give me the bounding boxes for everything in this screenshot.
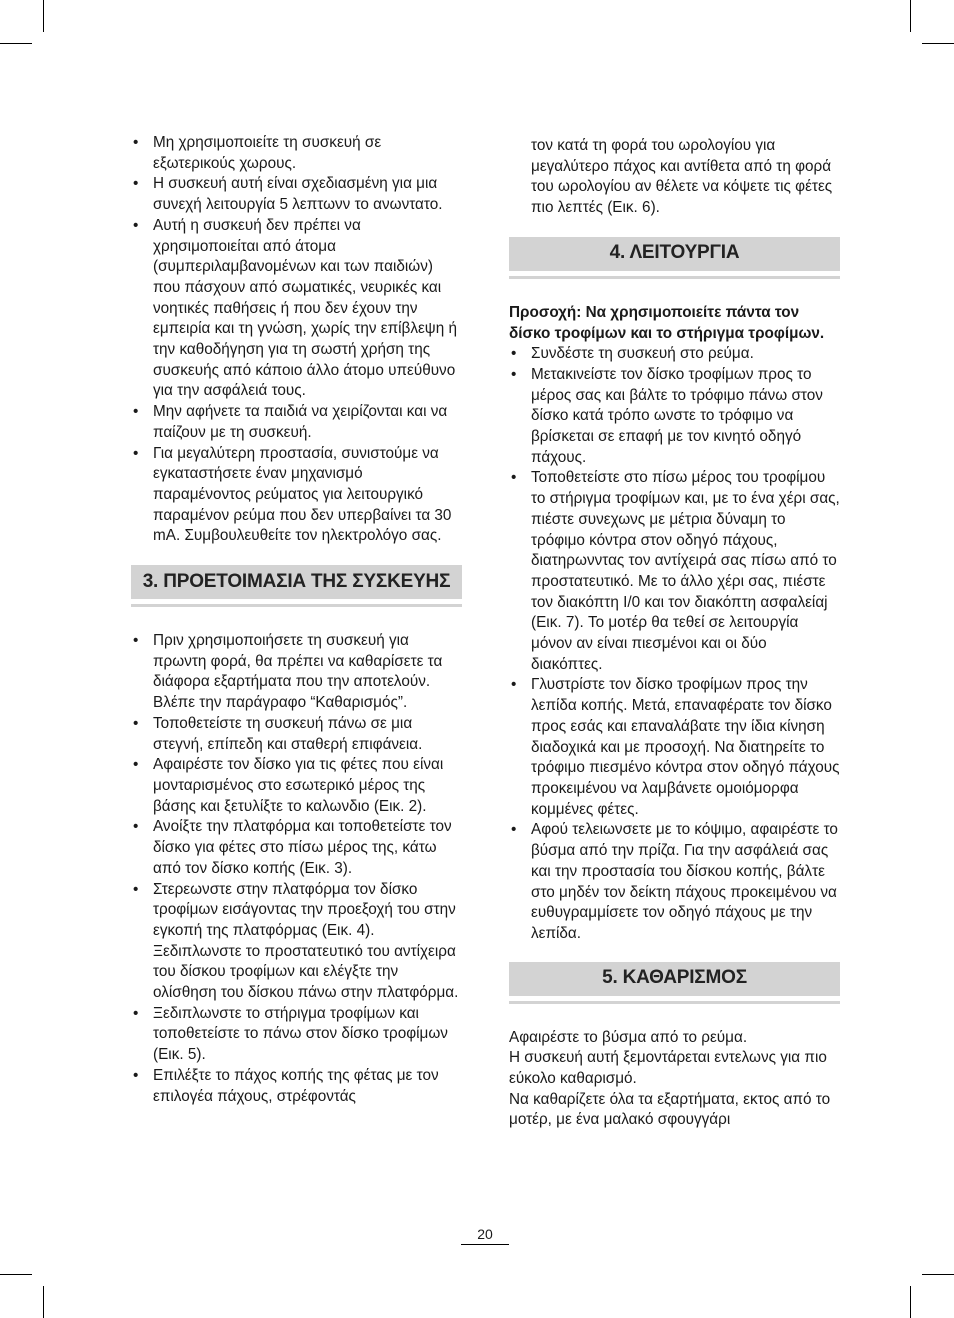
crop-mark <box>0 1274 32 1275</box>
section-5-text <box>509 1028 842 1132</box>
list-item: • Τοποθετείστε τη συσκευή πάνω σε μια στεγνή, επίπεδη και σταθερή επιφάνεια. <box>131 714 464 755</box>
crop-mark <box>43 1286 44 1318</box>
page-number: 20 <box>477 1226 493 1242</box>
paragraph-line: Να καθαρίζετε όλα τα εξαρτήματα, εκτος από το μοτέρ, με ένα μαλακό σφουγγάρι <box>509 1090 831 1129</box>
section-3-heading: 3. ΠΡΟΕΤΟΙΜΑΣΙΑ ΤΗΣ ΣΥΣΚΕΥΗΣ <box>131 565 462 599</box>
paragraph-line: Αφαιρέστε το βύσμα από το ρεύμα. <box>509 1028 748 1046</box>
right-column <box>509 136 842 1131</box>
list-item: • Ξεδιπλωνστε το στήριγμα τροφίμων και τοποθετείστε το πάνω στον δίσκο τροφίμων (Εικ. 5). <box>131 1004 464 1066</box>
list-item: • Μην αφήνετε τα παιδιά να χειρίζονται και να παίζουν με τη συσκευή. <box>131 402 464 443</box>
continued-paragraph: τον κατά τη φορά του ωρολογίου για μεγαλύτερο πάχος και αντίθετα από τη φορά του ωρολογίου αν θέλετε να κόψετε τις φέτες πιο λεπτές (Εικ. 6). <box>531 137 833 217</box>
crop-mark <box>910 1286 911 1318</box>
crop-mark <box>922 43 954 44</box>
list-item: • Η συσκευή αυτή είναι σχεδιασμένη για μια συνεχή λειτουργία 5 λεπτωνν το ανωντατο. <box>131 174 464 215</box>
safety-bullet-list <box>131 133 464 547</box>
crop-mark <box>0 43 32 44</box>
crop-mark <box>922 1274 954 1275</box>
list-item: • Στερεωνστε στην πλατφόρμα τον δίσκο τροφίμων εισάγοντας την προεξοχή του στην εγκοπή της πλατφόρμας (Εικ. 4). Ξεδιπλωνστε το προστατευτικό του αντίχειρα του δίσκου τροφίμων και ελέγξτε την ολίσθηση του δίσκου πάνω στην πλατφόρμα. <box>131 880 464 1004</box>
list-item: • Αυτή η συσκευή δεν πρέπει να χρησιμοποιείται από άτομα (συμπεριλαμβανoμένων και των παιδιών) που πάσχουν από σωματικές, νευρικές και νοητικές παθήσεις ή που δεν έχουν την εμπειρία και τη γνώση, χωρίς την επίβλεψη ή την καθοδήγηση για τη σωστή χρήση της συσκευής από κάποιο άλλο άτομο υπεύθυνο για την ασφάλειά τους. <box>131 216 464 402</box>
warning-note: Προσοχή: Να χρησιμοποιείτε πάντα τον δίσκο τροφίμων και το στήριγμα τροφίμων. <box>509 303 825 342</box>
list-item: • Ανοίξτε την πλατφόρμα και τοποθετείστε τον δίσκο για φέτες στο πίσω μέρος της, κάτω από τον δίσκο κοπής (Εικ. 3). <box>131 817 464 879</box>
paragraph-line: Η συσκευή αυτή ξεμοντάρεται εντελωνς για πιο εύκολο καθαρισμό. <box>509 1049 827 1088</box>
list-item: • Μετακινείστε τον δίσκο τροφίμων προς το μέρος σας και βάλτε το τρόφιμο πάνω στον δίσκο κατά τρόπο ωνστε το τρόφιμο να βρίσκεται σε επαφή με τον κινητό οδηγό πάχους. <box>509 365 842 469</box>
crop-mark <box>910 0 911 32</box>
left-column <box>131 133 464 1107</box>
crop-mark <box>43 0 44 32</box>
section-4-bullet-list <box>509 344 842 944</box>
section-5-heading: 5. ΚΑΘΑΡΙΣΜΟΣ <box>509 962 840 996</box>
section-4-heading: 4. ΛΕΙΤΟΥΡΓΙΑ <box>509 237 840 271</box>
list-item: • Αφού τελειωνσετε με το κόψιμο, αφαιρέστε το βύσμα από την πρίζα. Για την ασφάλειά σας και την προστασία του δίσκου κοπής, βάλτε στο μηδέν τον δείκτη πάχους προκειμένου να ευθυγραμμίσετε τον οδηγό πάχους με την λεπίδα. <box>509 820 842 944</box>
page-number-underline <box>461 1244 509 1245</box>
list-item: • Πριν χρησιμοποιήσετε τη συσκευή για πρωντη φορά, θα πρέπει να καθαρίσετε τα διάφορα εξαρτήματα που την αποτελούν. Βλέπε την παράγραφο “Καθαρισμός”. <box>131 631 464 714</box>
list-item: • Επιλέξτε το πάχος κοπής της φέτας με τον επιλογέα πάχους, στρέφοντάς <box>131 1066 464 1107</box>
list-item: • Μη χρησιμοποιείτε τη συσκευή σε εξωτερικούς χωρους. <box>131 133 464 174</box>
list-item: • Συνδέστε τη συσκευή στο ρεύμα. <box>509 344 842 365</box>
list-item: • Γλυστρίστε τον δίσκο τροφίμων προς την λεπίδα κοπής. Μετά, επαναφέρατε τον δίσκο προς εσάς και επαναλάβατε την ίδια κίνηση διαδοχικά και με προσοχή. Να διατηρείτε το τρόφιμο πιεσμένο κόντρα στον οδηγό πάχους προκειμένου να λαμβάνετε ομοιόμορφα κομμένες φέτες. <box>509 675 842 820</box>
list-item: • Τοποθετείστε στο πίσω μέρος του τροφίμου το στήριγμα τροφίμων και, με το ένα χέρι σας, πιέστε συνεχωνς με μέτρια δύναμη το τρόφιμο κόντρα στον οδηγό πάχους, διατηρωνντας τον αντίχειρά σας πίσω από το προστατευτικό. Με το άλλο χέρι σας, πιέστε τον διακόπτη I/0 και τον διακόπτη ασφαλείαj (Εικ. 7). Το μοτέρ θα τεθεί σε λειτουργία μόνον αν είναι πιεσμένοι και οι δύο διακόπτες. <box>509 468 842 675</box>
list-item: • Αφαιρέστε τον δίσκο για τις φέτες που είναι μονταρισμένος στο εσωτερικό μέρος της βάσης και ξετυλίξτε το καλωνδιο (Εικ. 2). <box>131 755 464 817</box>
section-3-bullet-list <box>131 631 464 1107</box>
list-item: • Για μεγαλύτερη προστασία, συνιστούμε να εγκαταστήσετε έναν μηχανισμό παραμένοντος ρεύματος για λειτουργικό παραμένον ρεύμα που δεν υπερβαίνει τα 30 mA. Συμβουλευθείτε τον ηλεκτρολόγο σας. <box>131 444 464 548</box>
